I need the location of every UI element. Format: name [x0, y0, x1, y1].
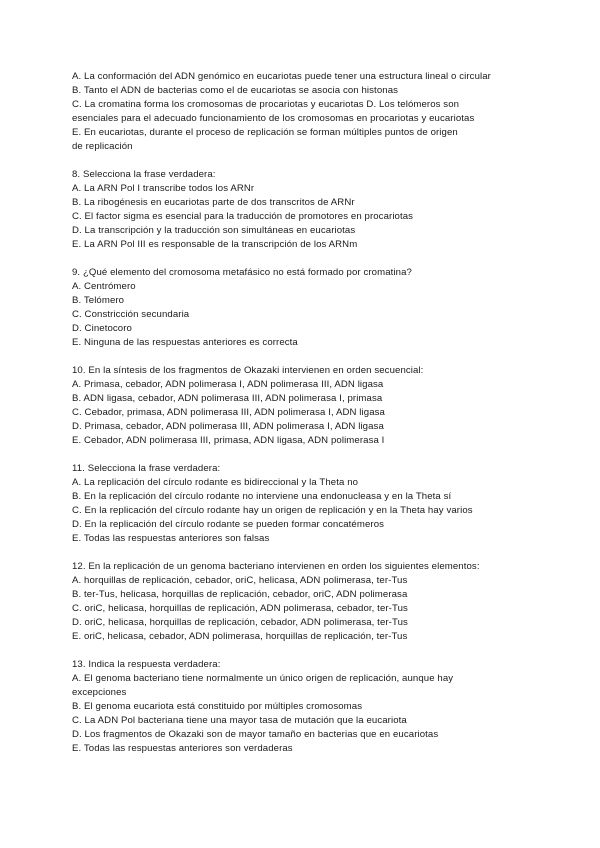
- option-d: D. Primasa, cebador, ADN polimerasa III, ADN polimerasa I, ADN ligasa: [72, 421, 384, 432]
- option-d-continued: esenciales para el adecuado funcionamiento de los cromosomas en procariotas y eucariotas: [72, 113, 475, 124]
- option-a: A. La ARN Pol I transcribe todos los ARNr: [72, 183, 255, 194]
- question-12: [72, 560, 532, 644]
- option-e-continued: de replicación: [72, 141, 133, 152]
- option-c: C. La ADN Pol bacteriana tiene una mayor tasa de mutación que la eucariota: [72, 715, 407, 726]
- option-d: D. Los fragmentos de Okazaki son de mayor tamaño en bacterias que en eucariotas: [72, 729, 439, 740]
- option-c: C. El factor sigma es esencial para la traducción de promotores en procariotas: [72, 211, 414, 222]
- option-b: B. ter-Tus, helicasa, horquillas de replicación, cebador, oriC, ADN polimerasa: [72, 589, 408, 600]
- option-e: E. En eucariotas, durante el proceso de replicación se forman múltiples puntos de origen: [72, 127, 458, 138]
- question-13-prompt: 13. Indica la respuesta verdadera:: [72, 659, 221, 670]
- option-c: C. oriC, helicasa, horquillas de replicación, ADN polimerasa, cebador, ter-Tus: [72, 603, 408, 614]
- option-a: A. Centrómero: [72, 281, 136, 292]
- question-7-options: [72, 70, 532, 154]
- option-c: C. Cebador, primasa, ADN polimerasa III, ADN polimerasa I, ADN ligasa: [72, 407, 385, 418]
- option-e: E. La ARN Pol III es responsable de la transcripción de los ARNm: [72, 239, 358, 250]
- option-a-continued: excepciones: [72, 687, 127, 698]
- option-d: D. Cinetocoro: [72, 323, 132, 334]
- option-b: B. El genoma eucariota está constituido por múltiples cromosomas: [72, 701, 363, 712]
- option-a: A. El genoma bacteriano tiene normalmente un único origen de replicación, aunque hay: [72, 673, 454, 684]
- question-9-prompt: 9. ¿Qué elemento del cromosoma metafásico no está formado por cromatina?: [72, 267, 412, 278]
- option-c: C. En la replicación del círculo rodante hay un origen de replicación y en la Theta hay varios: [72, 505, 473, 516]
- option-b: B. La ribogénesis en eucariotas parte de dos transcritos de ARNr: [72, 197, 355, 208]
- option-e: E. Cebador, ADN polimerasa III, primasa, ADN ligasa, ADN polimerasa I: [72, 435, 385, 446]
- option-a: A. Primasa, cebador, ADN polimerasa I, ADN polimerasa III, ADN ligasa: [72, 379, 384, 390]
- option-d: D. En la replicación del círculo rodante se pueden formar concatémeros: [72, 519, 385, 530]
- question-10-prompt: 10. En la síntesis de los fragmentos de Okazaki intervienen en orden secuencial:: [72, 365, 424, 376]
- question-12-prompt: 12. En la replicación de un genoma bacteriano intervienen en orden los siguientes elementos:: [72, 561, 480, 572]
- option-b: B. Tanto el ADN de bacterias como el de eucariotas se asocia con histonas: [72, 85, 399, 96]
- question-13: [72, 658, 532, 756]
- option-d: D. oriC, helicasa, horquillas de replicación, cebador, ADN polimerasa, ter-Tus: [72, 617, 408, 628]
- option-b: B. En la replicación del círculo rodante no interviene una endonucleasa y en la Theta sí: [72, 491, 452, 502]
- question-9: [72, 266, 532, 350]
- document-page: [72, 70, 532, 756]
- option-c-d: C. La cromatina forma los cromosomas de procariotas y eucariotas D. Los telómeros son: [72, 99, 460, 110]
- option-d: D. La transcripción y la traducción son simultáneas en eucariotas: [72, 225, 356, 236]
- question-11: [72, 462, 532, 546]
- question-8: [72, 168, 532, 252]
- option-b: B. Telómero: [72, 295, 125, 306]
- option-e: E. Todas las respuestas anteriores son falsas: [72, 533, 270, 544]
- option-a: A. horquillas de replicación, cebador, oriC, helicasa, ADN polimerasa, ter-Tus: [72, 575, 408, 586]
- option-e: E. Ninguna de las respuestas anteriores es correcta: [72, 337, 298, 348]
- option-a: A. La replicación del círculo rodante es bidireccional y la Theta no: [72, 477, 359, 488]
- option-e: E. Todas las respuestas anteriores son verdaderas: [72, 743, 293, 754]
- question-10: [72, 364, 532, 448]
- option-a: A. La conformación del ADN genómico en eucariotas puede tener una estructura lineal o circular: [72, 71, 491, 82]
- question-8-prompt: 8. Selecciona la frase verdadera:: [72, 169, 216, 180]
- question-11-prompt: 11. Selecciona la frase verdadera:: [72, 463, 221, 474]
- option-b: B. ADN ligasa, cebador, ADN polimerasa III, ADN polimerasa I, primasa: [72, 393, 383, 404]
- option-e: E. oriC, helicasa, cebador, ADN polimerasa, horquillas de replicación, ter-Tus: [72, 631, 408, 642]
- option-c: C. Constricción secundaria: [72, 309, 190, 320]
